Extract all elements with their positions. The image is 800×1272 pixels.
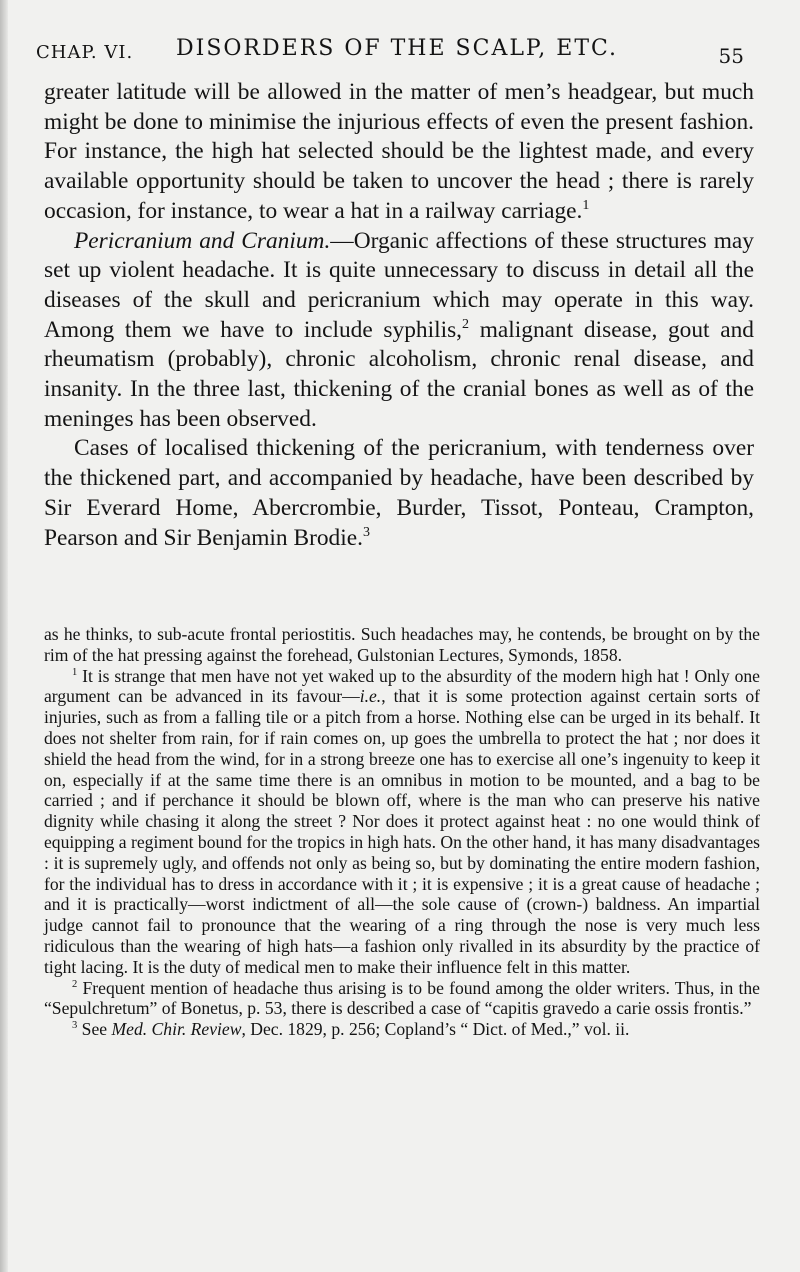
- paragraph-text: malignant disease, gout and rheumatism (probably), chronic alcoholism, chronic renal disease, and insanity. In the three last, thickening of the cranial bones as well as of the meninges has been observed.: [44, 316, 754, 432]
- paragraph-headgear: [44, 78, 754, 227]
- footnote-text: See: [77, 1019, 112, 1040]
- footnote-italic: i.e.: [359, 686, 382, 707]
- paragraph-text: Cases of localised thickening of the pericranium, with tenderness over the thickened part, and accompanied by headache, have been described by Sir Everard Home, Abercrombie, Burder, Tissot, Ponteau, Crampton, Pearson and Sir Benjamin Brodie.: [44, 435, 754, 551]
- paragraph-pericranium: [44, 227, 754, 435]
- paragraph-text: —Organic affections of these structures may set up violent headache. It is quite unnecessary to discuss in detail all the diseases of the skull and pericranium which may operate in this way. Among them we have to include syphilis,: [44, 227, 754, 343]
- footnote-ref-2: 2: [462, 315, 470, 332]
- footnote-ref-3: 3: [362, 523, 370, 540]
- footnote-3: [44, 1019, 760, 1040]
- footnote-carryover: as he thinks, to sub-acute frontal periostitis. Such headaches may, he contends, be brought on by the rim of the hat pressing against the forehead, Gulstonian Lectures, Symonds, 1858.: [44, 624, 760, 665]
- footnote-mark-2: 2: [72, 978, 78, 990]
- footnote-journal-title: Med. Chir. Review: [111, 1019, 242, 1040]
- running-header: [36, 36, 744, 70]
- footnote-2: [44, 978, 760, 1020]
- footnote-text: , that it is some protection against certain sorts of injuries, such as from a falling tile or a pitch from a horse. Nothing else can be urged in its behalf. It does not shelter from rain, for if rain comes on, up goes the umbrella to protect the hat ; nor does it shield the head from the wind, for in a strong breeze one has to exercise all one’s ingenuity to keep it on, especially if at the same time there is an omnibus in motion to be mounted, and a bag to be carried ; and if perchance it should be blown off, where is the man who can preserve his native dignity while chasing it along the street ? Nor does it protect against heat : no one would think of equipping a regiment bound for the tropics in high hats. On the other hand, it has many disadvantages : it is supremely ugly, and offends not only as being so, but by dominating the entire modern fashion, for the individual has to dress in accordance with it ; it is expensive ; it is a great cause of headache ; and it is practically—worst indictment of all—the sole cause of (crown-) baldness. An impartial judge cannot fail to pronounce that the wearing of a ring through the nose is very much less ridiculous than the wearing of high hats—a fashion only rivalled in its absurdity by the practice of tight lacing. It is the duty of medical men to make their influence felt in this matter.: [44, 686, 761, 977]
- footnotes: [44, 624, 760, 1040]
- page-gutter-shadow: [0, 0, 8, 1272]
- running-title: DISORDERS OF THE SCALP, ETC.: [176, 36, 619, 61]
- footnote-text: , Dec. 1829, p. 256; Copland’s “ Dict. of Med.,” vol. ii.: [241, 1019, 630, 1040]
- footnote-text: It is strange that men have not yet waked up to the absurdity of the modern high hat ! Only one argument can be advanced in its favour—: [44, 665, 760, 707]
- chapter-label: CHAP. VI.: [36, 42, 134, 63]
- footnote-ref-1: 1: [582, 197, 590, 214]
- paragraph-text: greater latitude will be allowed in the matter of men’s headgear, but much might be done to minimise the injurious effects of even the present fashion. For instance, the high hat selected should be the lightest made, and every available opportunity should be taken to uncover the head ; there is rarely occasion, for instance, to wear a hat in a railway carriage.: [44, 79, 754, 224]
- footnote-text: Frequent mention of headache thus arising is to be found among the older writers. Thus, in the “Sepulchretum” of Bonetus, p. 53, there is described a case of “capitis gravedo a carie ossis frontis.”: [44, 977, 760, 1019]
- footnote-1: [44, 666, 760, 978]
- footnote-mark-1: 1: [72, 666, 78, 678]
- footnote-mark-3: 3: [72, 1020, 78, 1032]
- main-text: [44, 78, 754, 553]
- page-number: 55: [718, 44, 744, 68]
- paragraph-localised-thickening: [44, 434, 754, 553]
- section-heading-pericranium: Pericranium and Cranium.: [74, 227, 331, 254]
